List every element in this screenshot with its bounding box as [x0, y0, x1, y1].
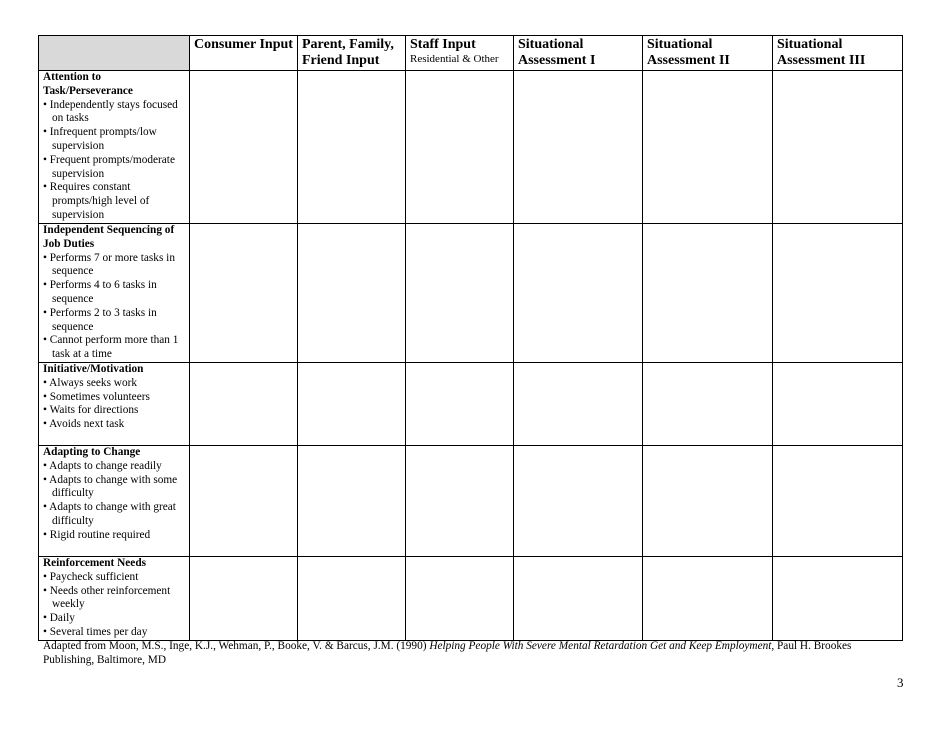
- criterion-item: • Independently stays focused on tasks: [43, 98, 178, 125]
- criterion-title: Adapting to Change: [43, 446, 141, 458]
- citation: [43, 639, 903, 667]
- entry-cell[interactable]: [298, 557, 406, 641]
- column-title: Situational Assessment II: [647, 37, 730, 68]
- header-row: [39, 36, 903, 71]
- citation-book-title: Helping People With Severe Mental Retardation Get and Keep Employment,: [429, 640, 775, 652]
- criterion-item: • Rigid routine required: [43, 528, 151, 541]
- entry-cell[interactable]: [190, 71, 298, 224]
- entry-cell[interactable]: [773, 363, 903, 446]
- column-header-consumer-input: [190, 36, 298, 71]
- citation-prefix: Adapted from Moon, M.S., Inge, K.J., Wehman, P., Booke, V. & Barcus, J.M. (1990): [43, 640, 430, 652]
- citation-suffix: Paul H. Brookes Publishing, Baltimore, MD: [43, 640, 852, 666]
- criterion-item: • Paycheck sufficient: [43, 570, 139, 583]
- entry-cell[interactable]: [298, 446, 406, 557]
- column-header-situational-assessment-3: [773, 36, 903, 71]
- criterion-item: • Performs 2 to 3 tasks in sequence: [43, 306, 157, 333]
- entry-cell[interactable]: [298, 363, 406, 446]
- column-title: Consumer Input: [194, 37, 293, 52]
- entry-cell[interactable]: [643, 224, 773, 363]
- column-title: Situational Assessment I: [518, 37, 596, 68]
- entry-cell[interactable]: [406, 363, 514, 446]
- entry-cell[interactable]: [643, 557, 773, 641]
- header-corner-cell: [39, 36, 190, 71]
- entry-cell[interactable]: [514, 446, 643, 557]
- page-number: 3: [897, 675, 904, 690]
- criterion-cell: [39, 363, 190, 446]
- criterion-item: • Avoids next task: [43, 418, 125, 431]
- criterion-item: • Always seeks work: [43, 376, 138, 389]
- column-header-parent-family-friend-input: [298, 36, 406, 71]
- criterion-cell: [39, 71, 190, 224]
- criterion-item: • Performs 7 or more tasks in sequence: [43, 251, 175, 278]
- criterion-row-sequencing: [39, 224, 903, 363]
- criterion-title: Independent Sequencing of Job Duties: [43, 224, 175, 250]
- criterion-item: • Requires constant prompts/high level of supervision: [43, 181, 150, 221]
- criterion-item: • Adapts to change with some difficulty: [43, 473, 178, 500]
- column-header-staff-input: [406, 36, 514, 71]
- entry-cell[interactable]: [298, 71, 406, 224]
- entry-cell[interactable]: [406, 446, 514, 557]
- entry-cell[interactable]: [190, 363, 298, 446]
- entry-cell[interactable]: [514, 224, 643, 363]
- criterion-cell: [39, 224, 190, 363]
- criterion-row-initiative: [39, 363, 903, 446]
- entry-cell[interactable]: [773, 71, 903, 224]
- criterion-title: Initiative/Motivation: [43, 363, 144, 375]
- entry-cell[interactable]: [643, 71, 773, 224]
- criterion-row-attention: [39, 71, 903, 224]
- entry-cell[interactable]: [298, 224, 406, 363]
- criterion-cell: [39, 557, 190, 641]
- entry-cell[interactable]: [514, 71, 643, 224]
- entry-cell[interactable]: [773, 224, 903, 363]
- criterion-item: • Frequent prompts/moderate supervision: [43, 153, 175, 180]
- criterion-item: • Waits for directions: [43, 404, 139, 417]
- entry-cell[interactable]: [643, 363, 773, 446]
- criterion-item: • Infrequent prompts/low supervision: [43, 126, 157, 152]
- column-title: Parent, Family, Friend Input: [302, 37, 394, 68]
- entry-cell[interactable]: [406, 557, 514, 641]
- entry-cell[interactable]: [190, 446, 298, 557]
- criterion-row-reinforcement: [39, 557, 903, 641]
- criterion-item: • Adapts to change readily: [43, 459, 162, 472]
- criterion-title: Attention to Task/Perseverance: [43, 71, 133, 97]
- column-header-situational-assessment-1: [514, 36, 643, 71]
- criterion-row-adapting: [39, 446, 903, 557]
- entry-cell[interactable]: [643, 446, 773, 557]
- entry-cell[interactable]: [190, 557, 298, 641]
- column-title: Staff Input: [410, 37, 476, 52]
- criterion-item: • Performs 4 to 6 tasks in sequence: [43, 279, 157, 305]
- criterion-item: • Cannot perform more than 1 task at a time: [43, 334, 179, 361]
- criterion-title: Reinforcement Needs: [43, 557, 147, 569]
- column-title: Situational Assessment III: [777, 37, 866, 68]
- entry-cell[interactable]: [406, 224, 514, 363]
- criterion-item: • Needs other reinforcement weekly: [43, 584, 171, 611]
- entry-cell[interactable]: [514, 363, 643, 446]
- criterion-item: • Adapts to change with great difficulty: [43, 501, 176, 527]
- entry-cell[interactable]: [773, 446, 903, 557]
- entry-cell[interactable]: [773, 557, 903, 641]
- criterion-item: • Sometimes volunteers: [43, 390, 150, 403]
- column-header-situational-assessment-2: [643, 36, 773, 71]
- criterion-item: • Several times per day: [43, 625, 148, 638]
- criterion-item: • Daily: [43, 612, 75, 625]
- column-subtitle: Residential & Other: [410, 53, 499, 65]
- entry-cell[interactable]: [406, 71, 514, 224]
- criterion-cell: [39, 446, 190, 557]
- entry-cell[interactable]: [190, 224, 298, 363]
- assessment-table: [38, 35, 903, 641]
- entry-cell[interactable]: [514, 557, 643, 641]
